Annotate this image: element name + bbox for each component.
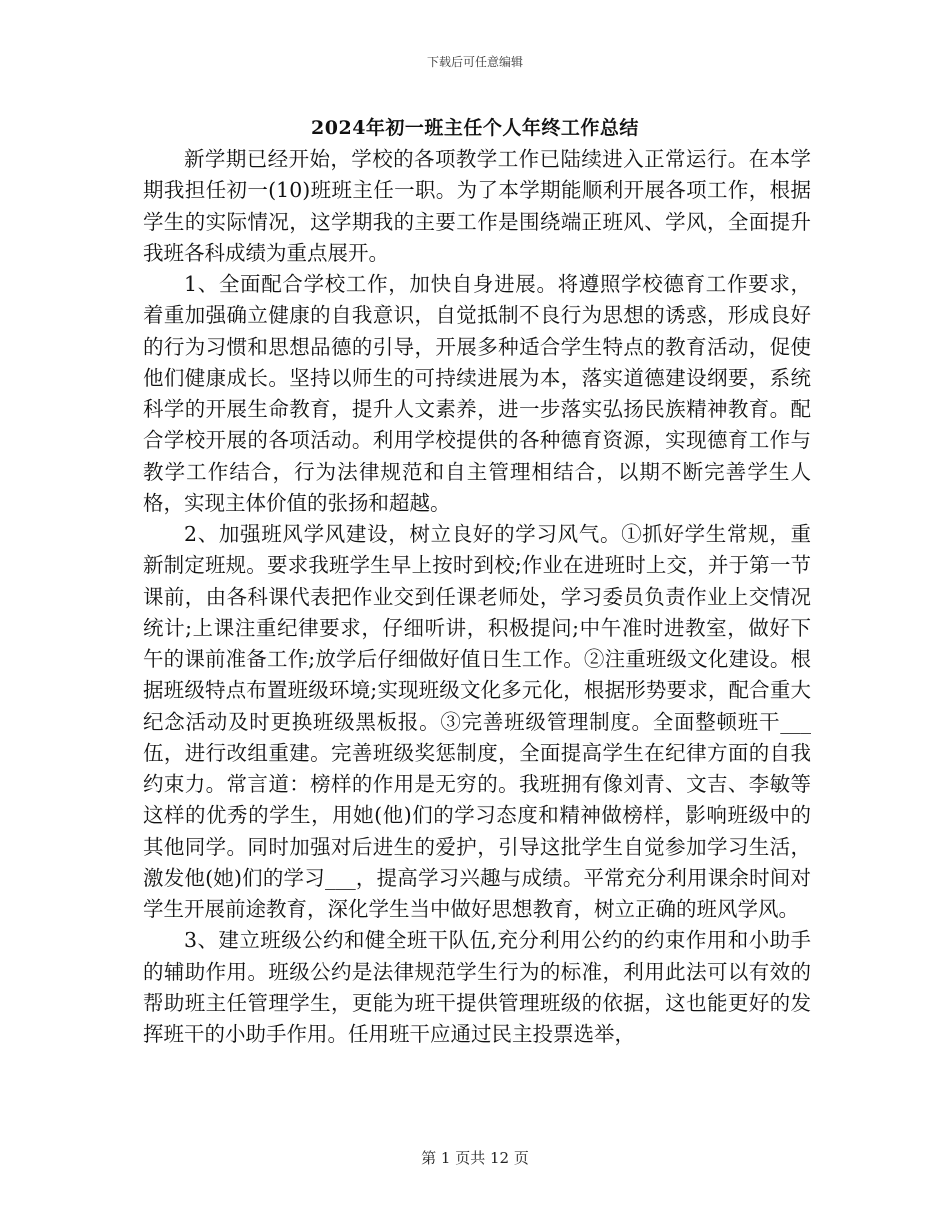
document-title: 2024年初一班主任个人年终工作总结 [311, 117, 639, 139]
paragraph-section-3: 3、建立班级公约和健全班干队伍,充分利用公约的约束作用和小助手的辅助作用。班级公约是法律规范学生行为的标准，利用此法可以有效的帮助班主任管理学生，更能为班干提供管理班级的依据，这也能更好的发挥班干的小助手作用。任用班干应通过民主投票选举， [143, 928, 811, 1046]
paragraph-intro: 新学期已经开始，学校的各项教学工作已陆续进入正常运行。在本学期我担任初一(10)班班主任一职。为了本学期能顺利开展各项工作，根据学生的实际情况，这学期我的主要工作是围绕端正班风、学风，全面提升我班各科成绩为重点展开。 [143, 147, 811, 265]
paragraph-section-2: 2、加强班风学风建设，树立良好的学习风气。①抓好学生常规，重新制定班规。要求我班学生早上按时到校;作业在进班时上交，并于第一节课前，由各科课代表把作业交到任课老师处，学习委员负责作业上交情况统计;上课注重纪律要求，仔细听讲，积极提问;中午准时进教室，做好下午的课前准备工作;放学后仔细做好值日生工作。②注重班级文化建设。根据班级特点布置班级环境;实现班级文化多元化，根据形势要求，配合重大纪念活动及时更换班级黑板报。③完善班级管理制度。全面整顿班干___伍，进行改组重建。完善班级奖惩制度，全面提高学生在纪律方面的自我约束力。常言道：榜样的作用是无穷的。我班拥有像刘青、文吉、李敏等这样的优秀的学生，用她(他)们的学习态度和精神做榜样，影响班级中的其他同学。同时加强对后进生的爱护，引导这批学生自觉参加学习生活，激发他(她)们的学习___，提高学习兴趣与成绩。平常充分利用课余时间对学生开展前途教育，深化学生当中做好思想教育，树立正确的班风学风。 [143, 522, 811, 921]
page-number: 第 1 页共 12 页 [421, 1149, 529, 1167]
header-note: 下载后可任意编辑 [426, 55, 523, 69]
paragraph-section-1: 1、全面配合学校工作，加快自身进展。将遵照学校德育工作要求，着重加强确立健康的自我意识，自觉抵制不良行为思想的诱惑，形成良好的行为习惯和思想品德的引导，开展多种适合学生特点的教育活动，促使他们健康成长。坚持以师生的可持续进展为本，落实道德建设纲要，系统科学的开展生命教育，提升人文素养，进一步落实弘扬民族精神教育。配合学校开展的各项活动。利用学校提供的各种德育资源，实现德育工作与教学工作结合，行为法律规范和自主管理相结合，以期不断完善学生人格，实现主体价值的张扬和超越。 [143, 272, 811, 515]
document-body [143, 144, 811, 1050]
